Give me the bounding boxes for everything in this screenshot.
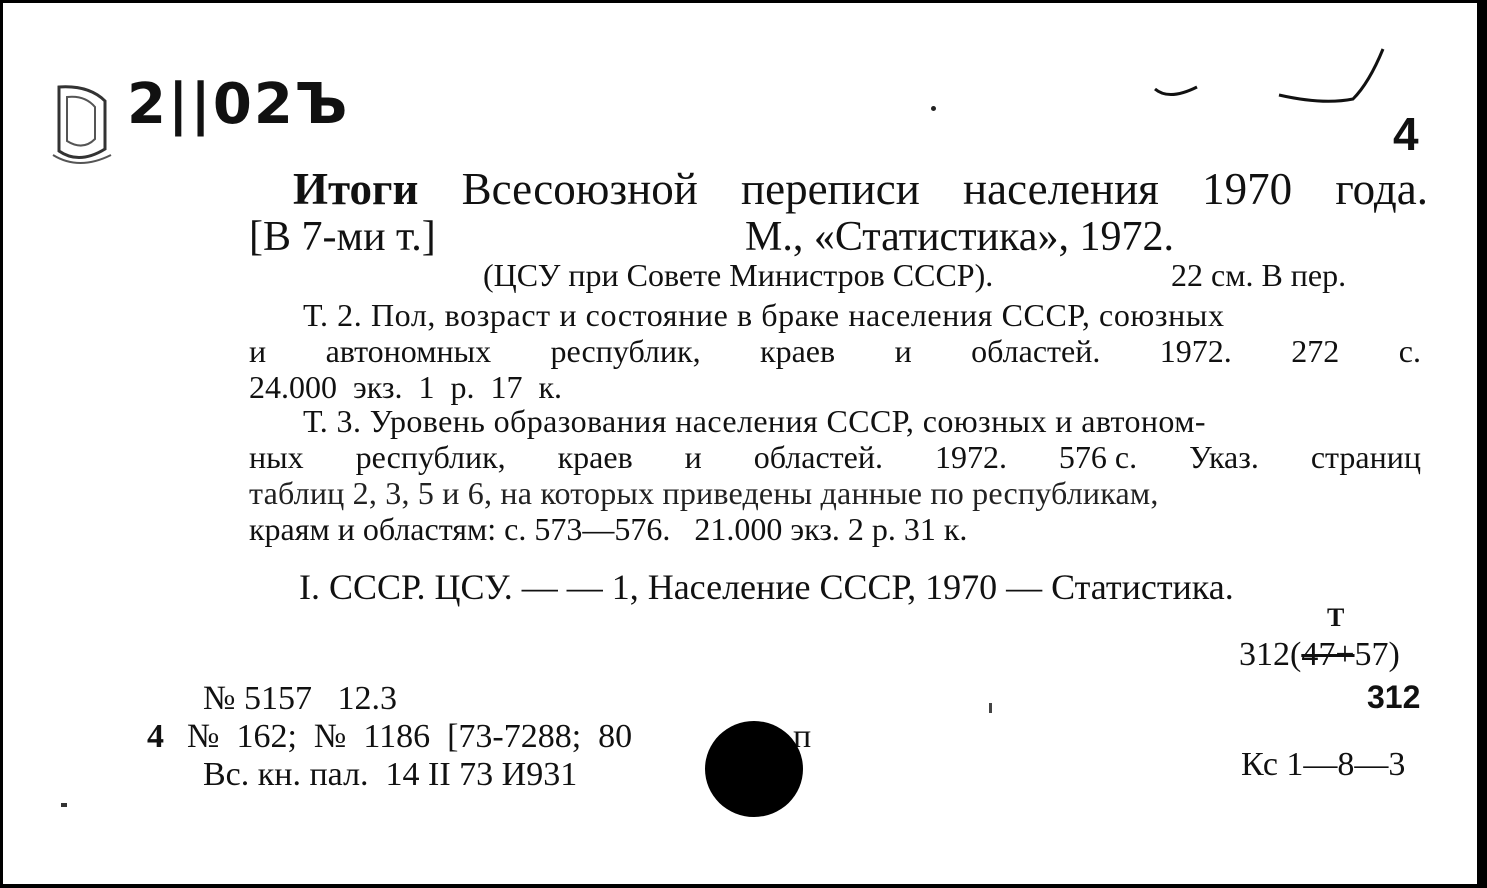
title-word: Всесоюзной — [461, 164, 698, 214]
subject-heading: I. СССР. ЦСУ. — — 1, Население СССР, 1970 — Статистика. — [299, 567, 1234, 607]
title-word: 1970 — [1202, 164, 1293, 214]
volume-2-line: Т. 2. Пол, возраст и состояние в браке населения СССР, союзных — [303, 297, 1225, 333]
chamber-line-tail: п — [793, 718, 812, 755]
word: с. — [1398, 333, 1421, 369]
volumes-note: [В 7-ми т.] — [249, 214, 436, 260]
volume-3-line: таблиц 2, 3, 5 и 6, на которых приведены данные по республикам, — [249, 475, 1159, 511]
word: республик, — [550, 333, 701, 369]
chamber-line: № 162; № 1186 [73-7288; 80 — [187, 718, 633, 755]
word: и — [894, 333, 912, 369]
classification-code — [1239, 635, 1400, 675]
word: 1972. — [934, 439, 1007, 475]
code-struck: 47+ — [1301, 636, 1355, 673]
author-sign: Кс 1—8—3 — [1241, 746, 1406, 783]
chamber-prefix: 4 — [147, 718, 164, 755]
volume-3-line: краям и областям: с. 573—576. 21.000 экз. 2 р. 31 к. — [249, 511, 968, 547]
card-number: 4 — [1393, 108, 1419, 160]
word: 272 — [1291, 333, 1340, 369]
library-stamp-icon — [49, 81, 119, 171]
word: ных — [249, 439, 304, 475]
word: 576 с. — [1058, 439, 1138, 475]
word: автономных — [325, 333, 492, 369]
classification-mark: Т — [1327, 603, 1345, 632]
word: и — [249, 333, 267, 369]
word: краев — [557, 439, 633, 475]
title-word: года. — [1335, 164, 1428, 214]
size-note: 22 см. В пер. — [1171, 257, 1347, 293]
inventory-number: 2||02Ъ — [127, 72, 350, 137]
ink-speck — [61, 803, 67, 807]
word: областей. — [753, 439, 883, 475]
word: краев — [760, 333, 836, 369]
ink-dot — [931, 106, 936, 111]
word: областей. — [971, 333, 1101, 369]
word: страниц — [1310, 439, 1421, 475]
check-mark-icon — [1273, 43, 1393, 113]
imprint: М., «Статистика», 1972. — [745, 214, 1174, 260]
chamber-line: № 5157 12.3 — [203, 680, 397, 717]
word: 1972. — [1159, 333, 1232, 369]
series-note: (ЦСУ при Совете Министров СССР). — [483, 257, 994, 293]
title-word: переписи — [741, 164, 920, 214]
chamber-line: Вс. кн. пал. 14 II 73 И931 — [203, 756, 578, 793]
title-word: Итоги — [293, 164, 419, 214]
code-prefix: 312( — [1239, 636, 1302, 673]
title-word: населения — [963, 164, 1159, 214]
word: Указ. — [1189, 439, 1259, 475]
volume-3-line — [249, 437, 1421, 477]
volume-3-line: Т. 3. Уровень образования населения СССР, союзных и автоном- — [303, 403, 1206, 439]
volume-2-line — [249, 331, 1421, 371]
punch-hole — [705, 721, 803, 817]
short-code: 312 — [1367, 679, 1421, 715]
code-suffix: 57) — [1354, 636, 1400, 673]
word: и — [684, 439, 702, 475]
word: республик, — [355, 439, 506, 475]
volume-2-line: 24.000 экз. 1 р. 17 к. — [249, 369, 563, 405]
title-line — [293, 163, 1428, 215]
ink-speck — [989, 703, 992, 713]
check-mark-icon — [1153, 75, 1203, 105]
